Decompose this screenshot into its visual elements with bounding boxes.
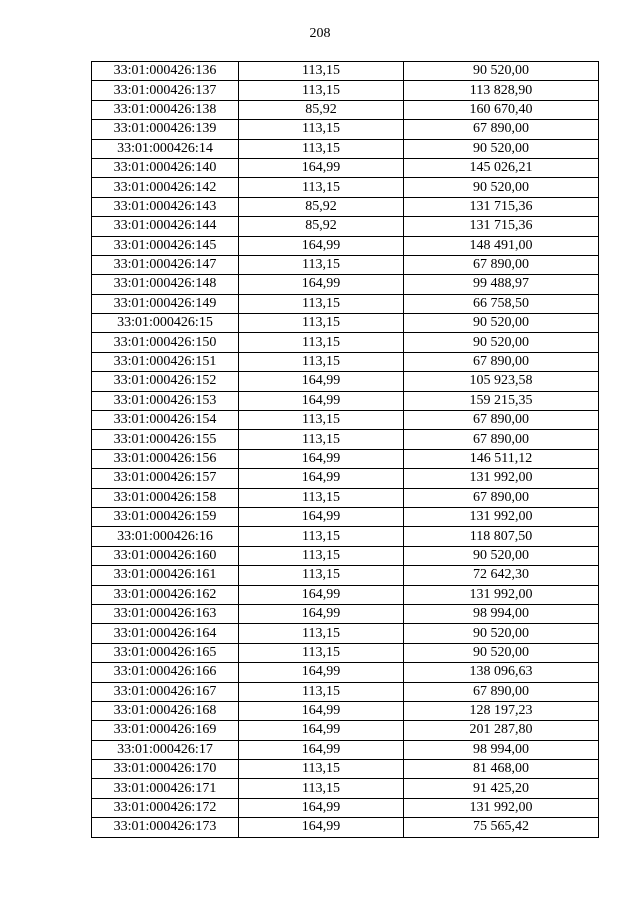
table-row (92, 798, 599, 817)
table-row (92, 372, 599, 391)
area-cell: 164,99 (239, 391, 404, 410)
table-row (92, 178, 599, 197)
area-cell: 113,15 (239, 430, 404, 449)
cadastral-value-cell: 145 026,21 (404, 158, 599, 177)
table-row (92, 430, 599, 449)
area-cell: 164,99 (239, 275, 404, 294)
table-row (92, 546, 599, 565)
cadastral-number-cell: 33:01:000426:15 (92, 314, 239, 333)
cadastral-number-cell: 33:01:000426:173 (92, 818, 239, 837)
cadastral-number-cell: 33:01:000426:163 (92, 604, 239, 623)
cadastral-number-cell: 33:01:000426:159 (92, 507, 239, 526)
area-cell: 113,15 (239, 527, 404, 546)
table-row (92, 488, 599, 507)
cadastral-number-cell: 33:01:000426:160 (92, 546, 239, 565)
cadastral-number-cell: 33:01:000426:164 (92, 624, 239, 643)
area-cell: 164,99 (239, 663, 404, 682)
area-cell: 164,99 (239, 449, 404, 468)
cadastral-number-cell: 33:01:000426:151 (92, 352, 239, 371)
cadastral-number-cell: 33:01:000426:166 (92, 663, 239, 682)
area-cell: 164,99 (239, 721, 404, 740)
area-cell: 113,15 (239, 120, 404, 139)
cadastral-value-cell: 98 994,00 (404, 604, 599, 623)
table-row (92, 352, 599, 371)
cadastral-value-cell: 99 488,97 (404, 275, 599, 294)
area-cell: 164,99 (239, 798, 404, 817)
area-cell: 113,15 (239, 779, 404, 798)
cadastral-value-cell: 67 890,00 (404, 488, 599, 507)
cadastral-value-cell: 90 520,00 (404, 62, 599, 81)
table-row (92, 527, 599, 546)
area-cell: 113,15 (239, 314, 404, 333)
cadastral-value-cell: 201 287,80 (404, 721, 599, 740)
area-cell: 113,15 (239, 178, 404, 197)
table-row (92, 120, 599, 139)
cadastral-number-cell: 33:01:000426:154 (92, 411, 239, 430)
area-cell: 85,92 (239, 217, 404, 236)
cadastral-value-cell: 159 215,35 (404, 391, 599, 410)
area-cell: 113,15 (239, 624, 404, 643)
cadastral-number-cell: 33:01:000426:140 (92, 158, 239, 177)
cadastral-number-cell: 33:01:000426:171 (92, 779, 239, 798)
area-cell: 164,99 (239, 158, 404, 177)
cadastral-value-cell: 90 520,00 (404, 178, 599, 197)
cadastral-value-cell: 90 520,00 (404, 314, 599, 333)
area-cell: 113,15 (239, 411, 404, 430)
cadastral-value-cell: 81 468,00 (404, 760, 599, 779)
cadastral-number-cell: 33:01:000426:142 (92, 178, 239, 197)
cadastral-number-cell: 33:01:000426:167 (92, 682, 239, 701)
table-row (92, 100, 599, 119)
area-cell: 113,15 (239, 255, 404, 274)
cadastral-number-cell: 33:01:000426:145 (92, 236, 239, 255)
area-cell: 113,15 (239, 139, 404, 158)
cadastral-number-cell: 33:01:000426:144 (92, 217, 239, 236)
cadastral-value-cell: 67 890,00 (404, 120, 599, 139)
cadastral-number-cell: 33:01:000426:138 (92, 100, 239, 119)
cadastral-number-cell: 33:01:000426:165 (92, 643, 239, 662)
area-cell: 164,99 (239, 372, 404, 391)
area-cell: 85,92 (239, 100, 404, 119)
table-row (92, 294, 599, 313)
cadastral-number-cell: 33:01:000426:143 (92, 197, 239, 216)
table-row (92, 411, 599, 430)
table-row (92, 158, 599, 177)
area-cell: 113,15 (239, 294, 404, 313)
cadastral-value-cell: 131 992,00 (404, 507, 599, 526)
area-cell: 113,15 (239, 566, 404, 585)
area-cell: 113,15 (239, 488, 404, 507)
cadastral-value-cell: 67 890,00 (404, 411, 599, 430)
cadastral-number-cell: 33:01:000426:17 (92, 740, 239, 759)
cadastral-number-cell: 33:01:000426:170 (92, 760, 239, 779)
cadastral-number-cell: 33:01:000426:148 (92, 275, 239, 294)
area-cell: 164,99 (239, 740, 404, 759)
cadastral-number-cell: 33:01:000426:137 (92, 81, 239, 100)
cadastral-value-cell: 90 520,00 (404, 643, 599, 662)
cadastral-number-cell: 33:01:000426:169 (92, 721, 239, 740)
cadastral-value-cell: 90 520,00 (404, 624, 599, 643)
cadastral-value-cell: 131 992,00 (404, 798, 599, 817)
cadastral-number-cell: 33:01:000426:147 (92, 255, 239, 274)
area-cell: 113,15 (239, 352, 404, 371)
cadastral-value-cell: 118 807,50 (404, 527, 599, 546)
cadastral-value-cell: 72 642,30 (404, 566, 599, 585)
area-cell: 164,99 (239, 507, 404, 526)
table-row (92, 81, 599, 100)
cadastral-value-cell: 67 890,00 (404, 352, 599, 371)
cadastral-number-cell: 33:01:000426:139 (92, 120, 239, 139)
table-row (92, 255, 599, 274)
cadastral-number-cell: 33:01:000426:149 (92, 294, 239, 313)
cadastral-number-cell: 33:01:000426:172 (92, 798, 239, 817)
area-cell: 113,15 (239, 643, 404, 662)
area-cell: 164,99 (239, 818, 404, 837)
table-row (92, 682, 599, 701)
table-row (92, 701, 599, 720)
table-body (92, 62, 599, 838)
cadastral-value-cell: 66 758,50 (404, 294, 599, 313)
cadastral-value-cell: 138 096,63 (404, 663, 599, 682)
table-row (92, 469, 599, 488)
cadastral-value-cell: 90 520,00 (404, 546, 599, 565)
area-cell: 164,99 (239, 469, 404, 488)
area-cell: 85,92 (239, 197, 404, 216)
table-row (92, 333, 599, 352)
cadastral-number-cell: 33:01:000426:136 (92, 62, 239, 81)
cadastral-value-cell: 90 520,00 (404, 139, 599, 158)
cadastral-number-cell: 33:01:000426:153 (92, 391, 239, 410)
area-cell: 164,99 (239, 236, 404, 255)
table-row (92, 721, 599, 740)
area-cell: 164,99 (239, 701, 404, 720)
cadastral-number-cell: 33:01:000426:158 (92, 488, 239, 507)
table-row (92, 760, 599, 779)
cadastral-value-cell: 128 197,23 (404, 701, 599, 720)
area-cell: 113,15 (239, 333, 404, 352)
cadastral-value-cell: 67 890,00 (404, 682, 599, 701)
table-row (92, 139, 599, 158)
area-cell: 113,15 (239, 62, 404, 81)
cadastral-value-cell: 105 923,58 (404, 372, 599, 391)
cadastral-value-cell: 148 491,00 (404, 236, 599, 255)
table-row (92, 740, 599, 759)
cadastral-value-cell: 67 890,00 (404, 430, 599, 449)
table-row (92, 663, 599, 682)
cadastral-number-cell: 33:01:000426:162 (92, 585, 239, 604)
table-row (92, 624, 599, 643)
cadastral-number-cell: 33:01:000426:157 (92, 469, 239, 488)
cadastral-value-cell: 91 425,20 (404, 779, 599, 798)
cadastral-number-cell: 33:01:000426:161 (92, 566, 239, 585)
table-row (92, 566, 599, 585)
cadastral-value-cell: 131 992,00 (404, 469, 599, 488)
cadastral-value-table (91, 61, 599, 838)
cadastral-value-cell: 90 520,00 (404, 333, 599, 352)
table-row (92, 314, 599, 333)
cadastral-value-cell: 67 890,00 (404, 255, 599, 274)
cadastral-number-cell: 33:01:000426:14 (92, 139, 239, 158)
table-row (92, 236, 599, 255)
area-cell: 113,15 (239, 546, 404, 565)
table-row (92, 391, 599, 410)
cadastral-number-cell: 33:01:000426:150 (92, 333, 239, 352)
table-row (92, 643, 599, 662)
cadastral-value-cell: 113 828,90 (404, 81, 599, 100)
table-row (92, 779, 599, 798)
cadastral-value-cell: 75 565,42 (404, 818, 599, 837)
table-row (92, 604, 599, 623)
table-row (92, 217, 599, 236)
area-cell: 113,15 (239, 81, 404, 100)
table-row (92, 197, 599, 216)
area-cell: 164,99 (239, 585, 404, 604)
table-row (92, 62, 599, 81)
area-cell: 113,15 (239, 760, 404, 779)
cadastral-value-cell: 98 994,00 (404, 740, 599, 759)
cadastral-number-cell: 33:01:000426:155 (92, 430, 239, 449)
cadastral-value-cell: 131 992,00 (404, 585, 599, 604)
cadastral-value-cell: 131 715,36 (404, 197, 599, 216)
table-row (92, 449, 599, 468)
table-row (92, 818, 599, 837)
cadastral-number-cell: 33:01:000426:168 (92, 701, 239, 720)
table-row (92, 507, 599, 526)
cadastral-number-cell: 33:01:000426:156 (92, 449, 239, 468)
cadastral-value-cell: 146 511,12 (404, 449, 599, 468)
page-number: 208 (309, 26, 331, 41)
table-row (92, 585, 599, 604)
area-cell: 164,99 (239, 604, 404, 623)
cadastral-number-cell: 33:01:000426:152 (92, 372, 239, 391)
area-cell: 113,15 (239, 682, 404, 701)
table-row (92, 275, 599, 294)
cadastral-value-cell: 131 715,36 (404, 217, 599, 236)
cadastral-number-cell: 33:01:000426:16 (92, 527, 239, 546)
cadastral-value-cell: 160 670,40 (404, 100, 599, 119)
